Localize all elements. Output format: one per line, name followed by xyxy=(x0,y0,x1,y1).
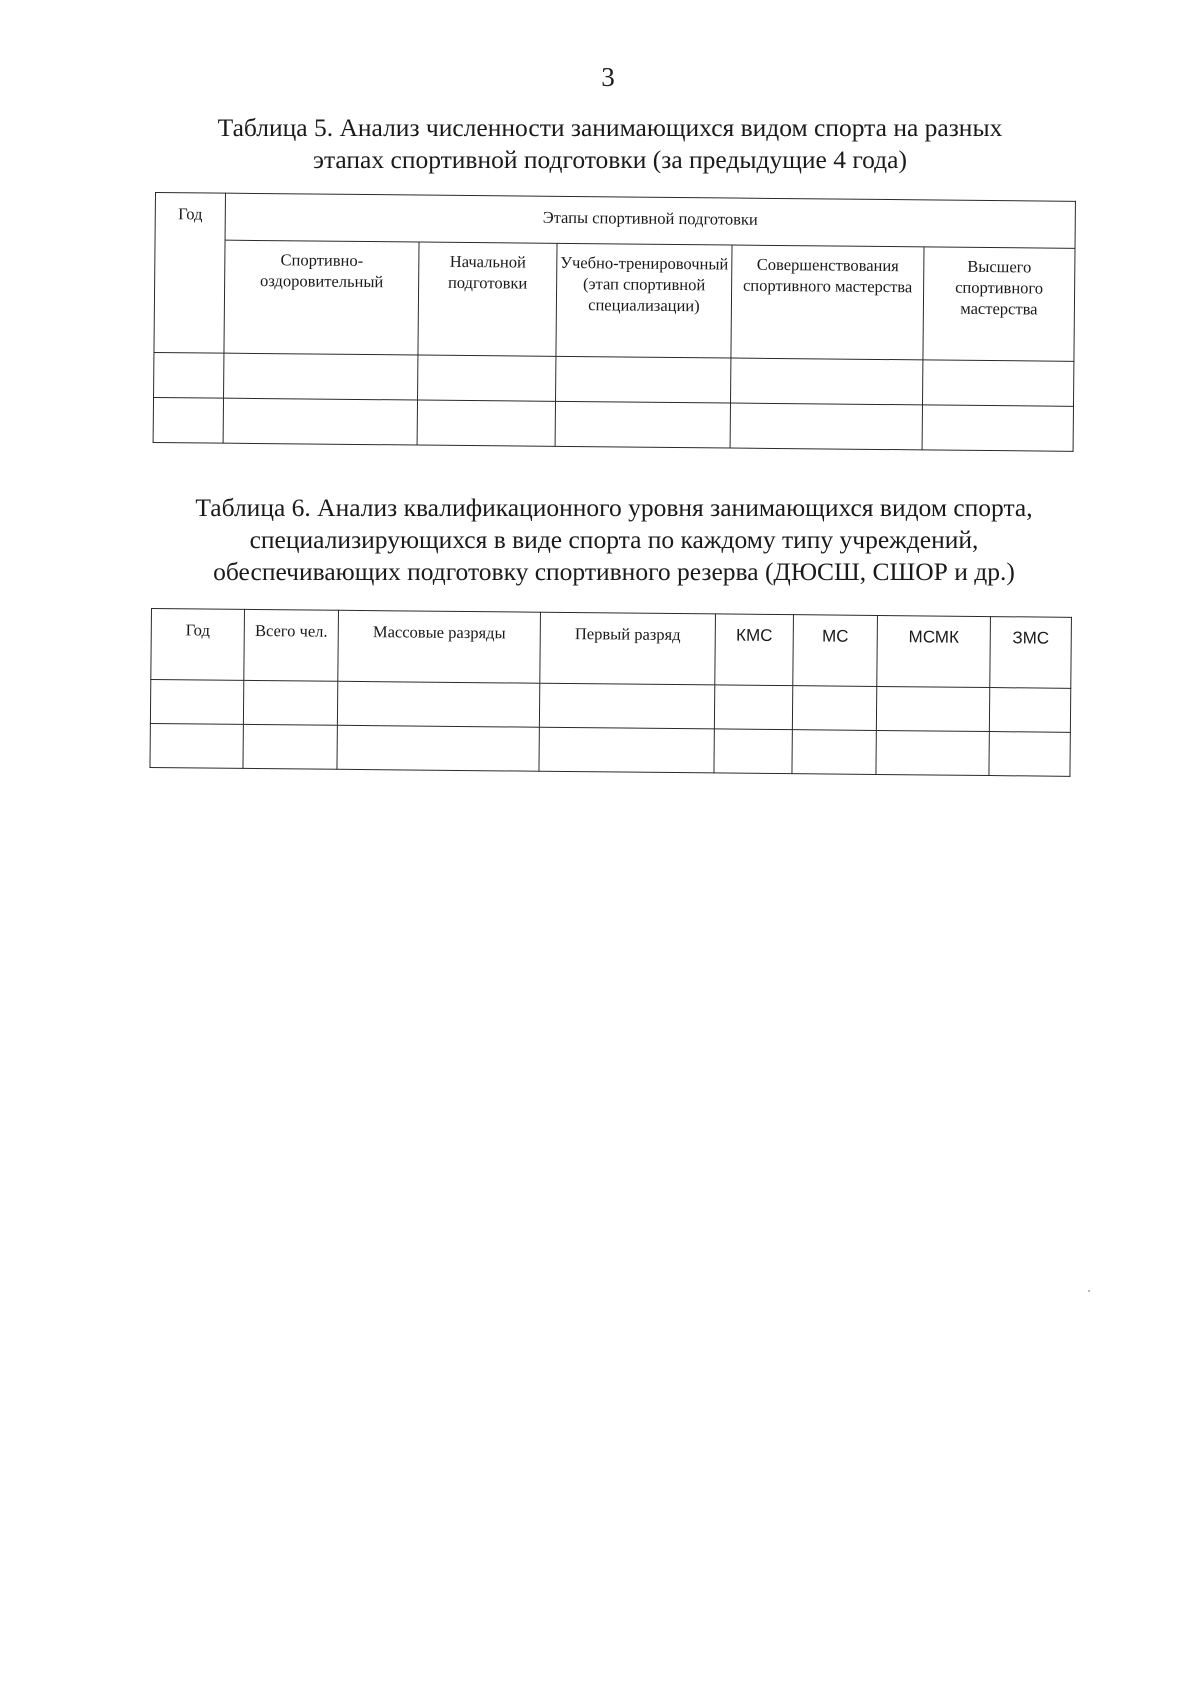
table-5-caption-line-1: Таблица 5. Анализ численности занимающихся видом спорта на разных xyxy=(217,113,1003,142)
table-6-header-mass-ranks: Массовые разряды xyxy=(338,610,541,683)
table-6-header-first-rank: Первый разряд xyxy=(540,612,716,685)
table-cell xyxy=(224,353,418,400)
page-number: 3 xyxy=(601,62,615,92)
table-6-caption xyxy=(14,492,1200,588)
table-5-header-stages: Этапы спортивной подготовки xyxy=(225,193,1075,248)
table-cell xyxy=(556,356,731,403)
table-5-caption-line-2: этапах спортивной подготовки (за предыдущие 4 года) xyxy=(313,145,907,174)
table-cell xyxy=(150,680,243,725)
table-5-header-stage-1: Спортивно-оздоровительный xyxy=(224,240,419,355)
table-cell xyxy=(730,403,922,450)
table-cell xyxy=(539,727,714,773)
table-cell xyxy=(223,398,417,445)
table-cell xyxy=(153,397,223,443)
table-cell xyxy=(555,401,730,448)
table-cell xyxy=(989,688,1070,733)
table-6-header-msmk: МСМК xyxy=(877,615,991,687)
table-cell xyxy=(792,730,876,775)
table-cell xyxy=(922,360,1073,406)
table-6 xyxy=(149,608,1071,777)
table-cell xyxy=(922,405,1073,451)
table-6-header-kms: КМС xyxy=(715,614,794,686)
table-5-header-stage-3: Учебно-тренировочный (этап спортивной специализации) xyxy=(556,243,732,358)
table-6-caption-line-1: Таблица 6. Анализ квалификационного уровня занимающихся видом спорта, xyxy=(195,493,1033,522)
table-row xyxy=(150,723,1070,776)
table-6-header-ms: МС xyxy=(793,615,878,687)
table-cell xyxy=(243,724,337,769)
table-cell xyxy=(243,680,337,725)
table-cell xyxy=(337,725,539,771)
table-5-caption xyxy=(10,112,1200,176)
table-5-header-year: Год xyxy=(154,193,226,354)
table-cell xyxy=(714,729,792,774)
table-cell xyxy=(418,355,556,401)
table-cell xyxy=(731,358,923,405)
table-cell xyxy=(154,352,224,398)
table-cell xyxy=(876,686,989,731)
table-row xyxy=(153,397,1073,451)
table-6-header-zms: ЗМС xyxy=(990,617,1072,689)
table-6-caption-line-3: обеспечивающих подготовку спортивного резерва (ДЮСШ, СШОР и др.) xyxy=(213,557,1015,586)
table-cell xyxy=(876,730,989,775)
table-cell xyxy=(337,681,539,727)
table-cell xyxy=(792,686,876,731)
table-cell xyxy=(989,732,1070,777)
table-cell xyxy=(417,400,555,446)
table-cell xyxy=(539,683,714,729)
table-6-header-total: Всего чел. xyxy=(244,609,339,681)
table-cell xyxy=(714,685,792,730)
table-5 xyxy=(153,192,1076,452)
scan-speck xyxy=(1088,1290,1090,1292)
table-6-header-year: Год xyxy=(151,609,245,681)
table-6-caption-line-2: специализирующихся в виде спорта по каждому типу учреждений, xyxy=(249,525,979,554)
table-5-header-stage-4: Совершенствования спортивного мастерства xyxy=(731,245,924,360)
table-5-header-stage-5: Высшего спортивного мастерства xyxy=(923,247,1075,361)
table-5-header-stage-2: Начальной подготовки xyxy=(418,242,557,356)
table-cell xyxy=(150,723,243,768)
